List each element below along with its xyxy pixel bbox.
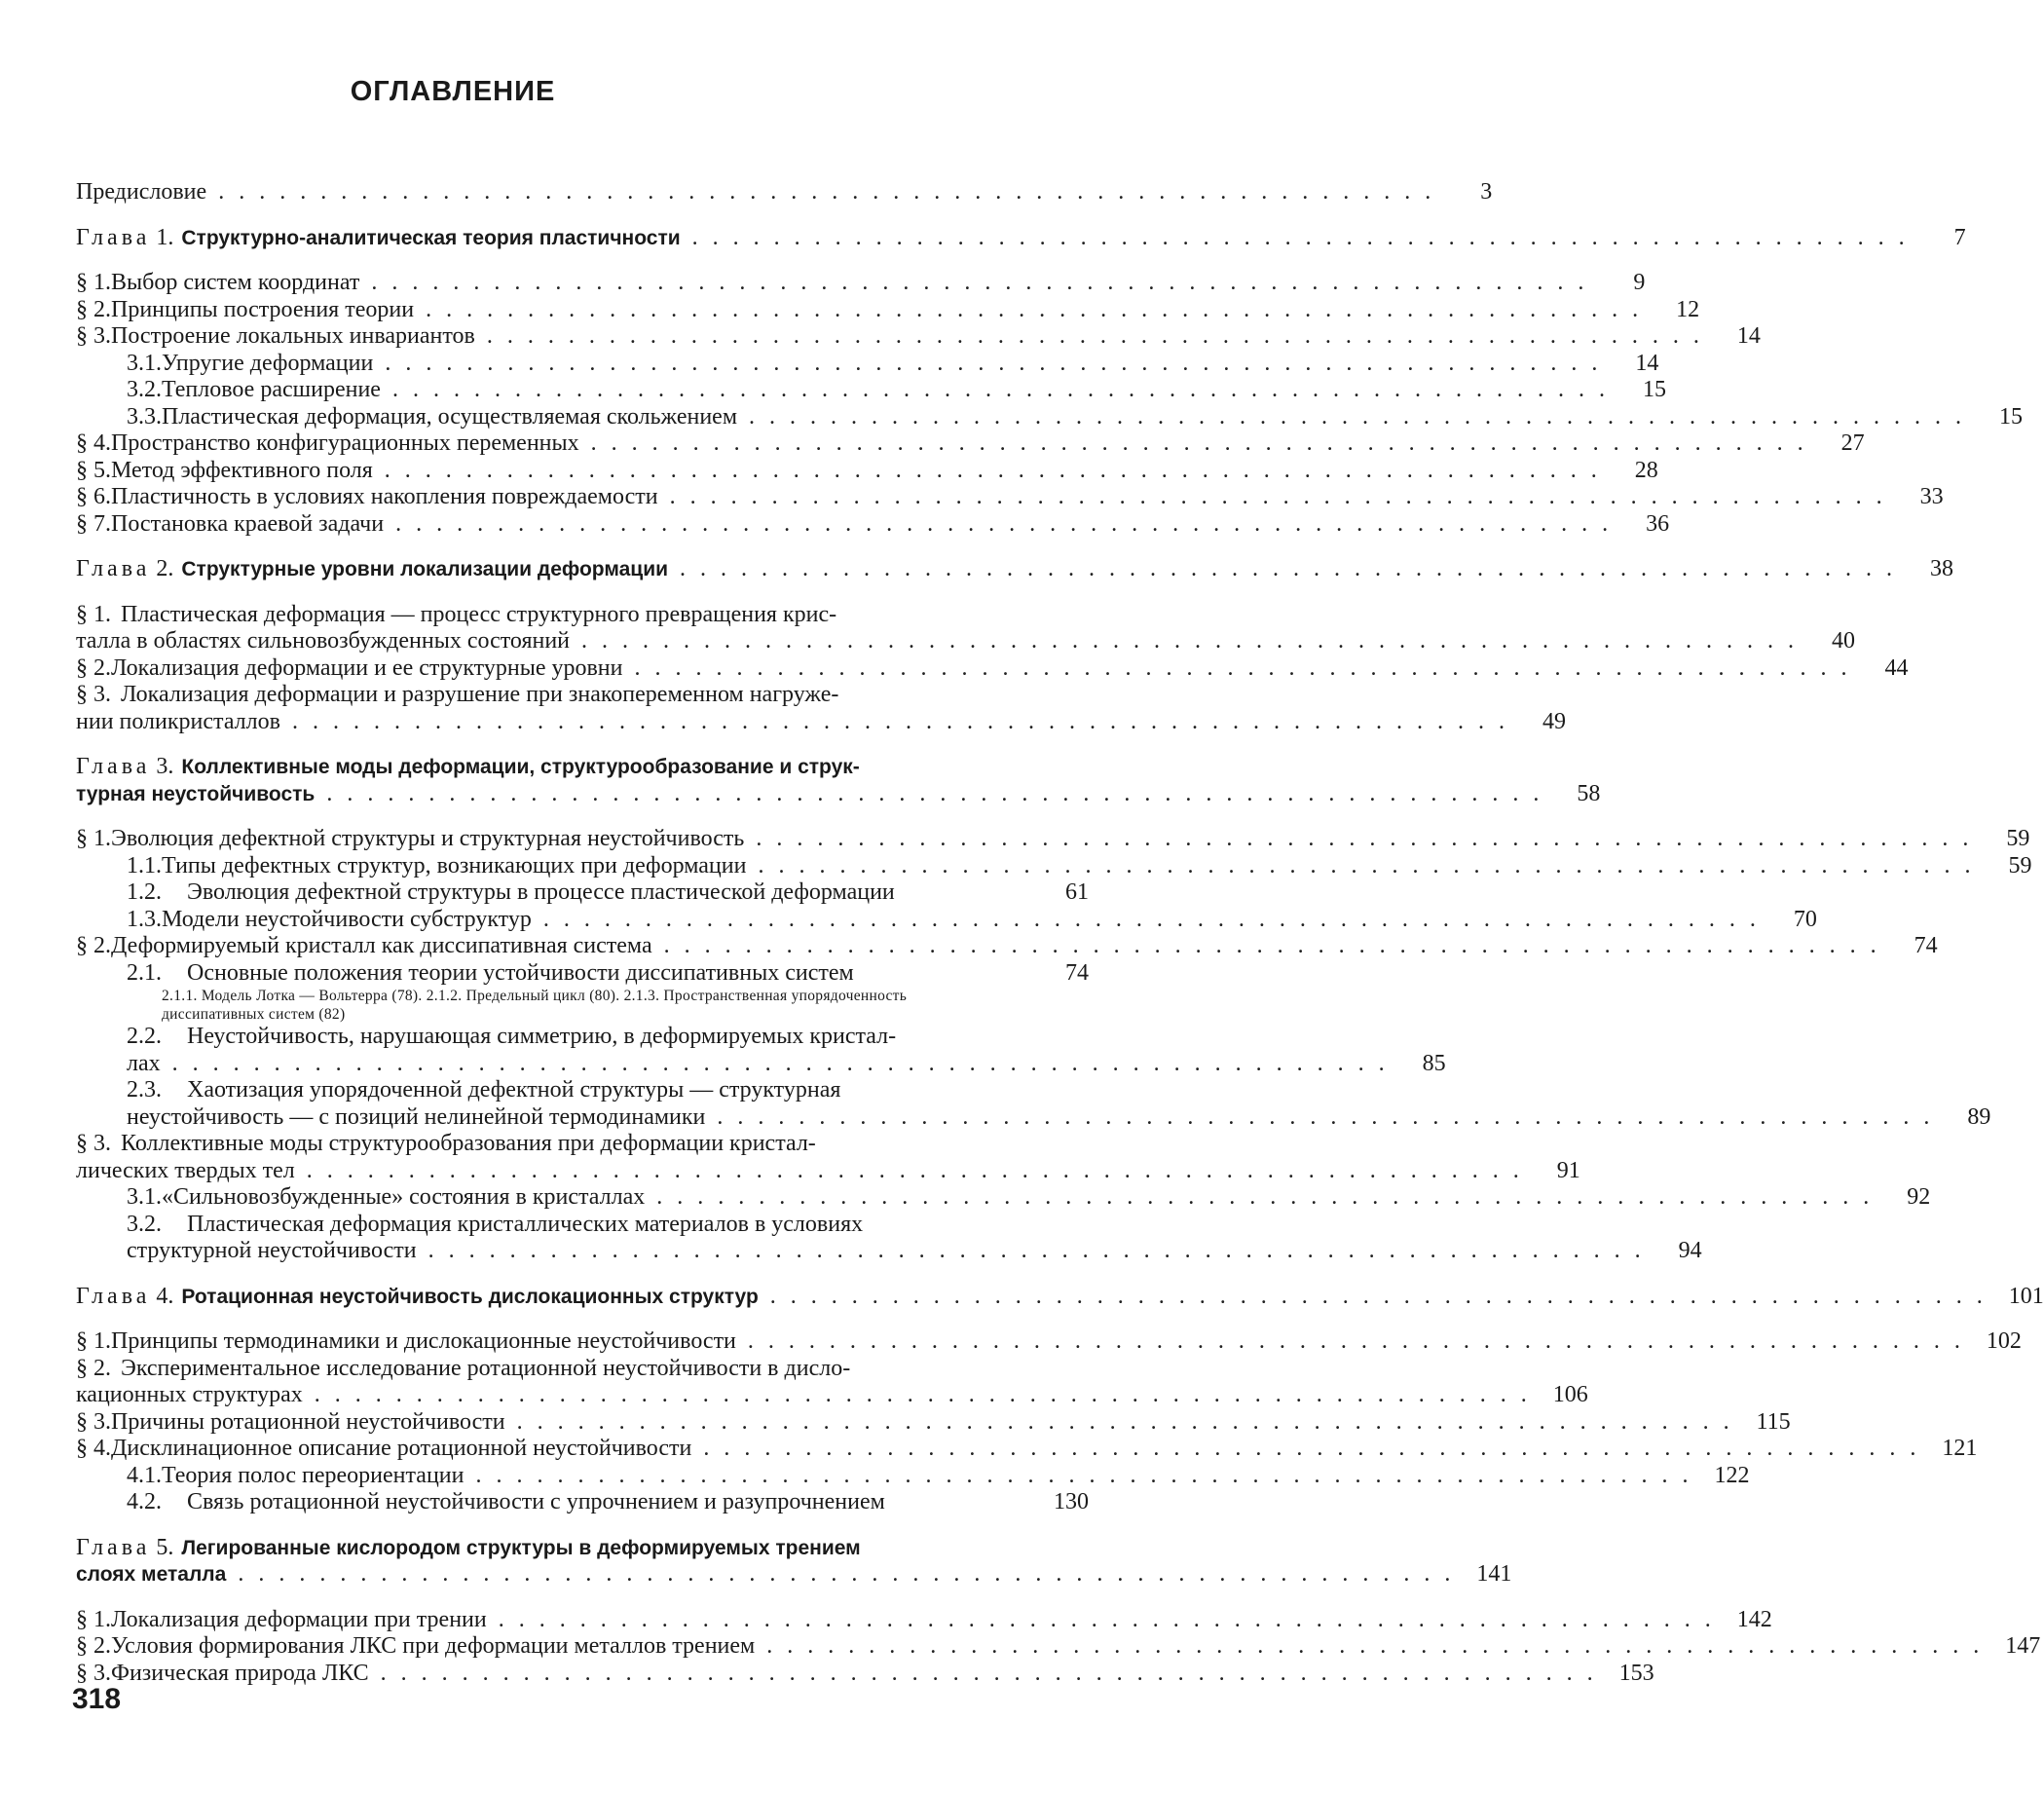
toc-entry-number: 3.1. (127, 350, 162, 376)
toc-section (76, 1408, 1791, 1437)
toc-section (76, 601, 1856, 655)
toc-entry-number: § 2. (76, 933, 111, 958)
toc-entry-title: Предисловие (76, 179, 207, 205)
toc-entry-number: § 6. (76, 484, 111, 509)
dot-leader: ............................................................ (314, 1382, 1542, 1407)
toc-page-number: 49 (1542, 708, 1566, 734)
toc-page-number: 94 (1678, 1238, 1702, 1263)
dot-leader: ............................................................ (749, 403, 1976, 430)
dot-leader: ............................................................ (758, 852, 1986, 878)
toc-entry-number: 2.2. (127, 1024, 162, 1049)
toc-entry-title-continued: структурной неустойчивости (127, 1238, 417, 1263)
toc-subsection (76, 1024, 1446, 1077)
dot-leader: ............................................................ (171, 1050, 1399, 1076)
toc-page-number: 74 (1065, 959, 1089, 986)
dot-leader: ............................................................ (380, 1660, 1608, 1686)
toc-entry-title: Локализация деформации при трении (111, 1606, 487, 1632)
chapter-number: 2. (156, 556, 174, 581)
toc-entry-title: Деформируемый кристалл как диссипативная система (111, 933, 652, 958)
dot-leader: ............................................................ (680, 556, 1908, 581)
toc-page-number: 12 (1676, 296, 1700, 322)
dot-leader: ............................................................ (326, 780, 1554, 806)
toc-page-number: 15 (1999, 403, 2023, 430)
toc-page-number: 147 (2005, 1633, 2041, 1659)
toc-page-number: 7 (1953, 224, 1966, 250)
toc-page-number: 14 (1736, 323, 1761, 349)
toc-entry-title: Коллективные моды деформации, структурообразование и струк- (181, 756, 860, 778)
chapter-number: 1. (156, 224, 174, 250)
toc-entry-title: Причины ротационной неустойчивости (111, 1408, 505, 1435)
toc-entry-title: Структурные уровни локализации деформации (181, 558, 669, 580)
toc-section (76, 484, 1944, 511)
toc-entry-title: Дисклинационное описание ротационной неустойчивости (111, 1436, 692, 1461)
toc-entry-number: § 4. (76, 430, 111, 456)
toc-section (76, 1355, 1588, 1409)
toc-page-number: 59 (2006, 826, 2030, 851)
toc-page-number: 122 (1714, 1462, 1750, 1488)
toc-section (76, 1633, 2041, 1661)
toc-entry-number: 1.2. (127, 879, 162, 905)
toc-entry-number: § 3. (76, 682, 111, 707)
dot-leader: ............................................................ (581, 628, 1809, 654)
toc-page-number: 40 (1832, 628, 1856, 654)
dot-leader: ............................................................ (384, 457, 1612, 483)
toc-entry-number: 3.2. (127, 377, 162, 402)
toc-section (76, 1436, 1978, 1463)
toc-section (76, 270, 1646, 297)
page-number: 318 (72, 1683, 122, 1715)
toc-entry-title: Принципы построения теории (111, 296, 415, 322)
toc-subsection (76, 1462, 1750, 1490)
toc-entry-title: Пластичность в условиях накопления повреждаемости (111, 484, 658, 509)
dot-leader: ............................................................ (717, 1103, 1945, 1130)
table-of-contents (76, 179, 2044, 1687)
toc-subsection (76, 906, 1817, 934)
toc-chapter (76, 556, 1954, 583)
toc-entry-title: Легированные кислородом структуры в деформируемых трением (181, 1536, 861, 1559)
toc-entry-number: 4.1. (127, 1462, 162, 1488)
toc-subsection (76, 377, 1666, 404)
toc-chapter (76, 224, 1966, 252)
toc-section (76, 682, 1566, 735)
toc-subsection (76, 1077, 1991, 1131)
dot-leader: ............................................................ (426, 296, 1654, 322)
toc-page-number: 61 (1065, 879, 1089, 905)
toc-entry-number: § 3. (76, 1408, 111, 1435)
toc-entry-title: Коллективные моды структурообразования при деформации кристал- (121, 1131, 816, 1156)
toc-entry-title: Модели неустойчивости субструктур (162, 906, 532, 932)
toc-section (76, 826, 2030, 853)
toc-entry-title: Хаотизация упорядоченной дефектной структуры — структурная (187, 1077, 841, 1103)
toc-entry-number: § 1. (76, 826, 111, 851)
toc-entry-title-continued: слоях металла (76, 1563, 227, 1586)
dot-leader: ............................................................ (306, 1157, 1534, 1183)
toc-section (76, 933, 1938, 960)
dot-leader: ............................................................ (634, 654, 1862, 681)
toc-entry-title: Метод эффективного поля (111, 457, 373, 483)
toc-entry-number: § 3. (76, 323, 111, 349)
dot-leader: ............................................................ (238, 1561, 1466, 1587)
toc-entry-number: 2.1. (127, 959, 162, 986)
chapter-word: Глава (76, 1534, 151, 1560)
chapter-number: 4. (156, 1283, 174, 1309)
toc-entry-title: Эволюция дефектной структуры в процессе пластической деформации (187, 879, 895, 905)
page-title: ОГЛАВЛЕНИЕ (350, 76, 556, 107)
toc-entry-number: 1.1. (127, 852, 162, 878)
toc-entry-title-continued: талла в областях сильновозбужденных состояний (76, 628, 571, 654)
toc-entry-title: Выбор систем координат (111, 270, 360, 295)
toc-entry-title: Принципы термодинамики и дислокационные неустойчивости (111, 1328, 736, 1354)
toc-page-number: 74 (1914, 933, 1938, 958)
chapter-word: Глава (76, 1283, 151, 1309)
chapter-number: 5. (156, 1534, 174, 1560)
toc-page-number: 85 (1422, 1050, 1446, 1076)
dot-leader: ............................................................ (766, 1633, 1994, 1659)
toc-entry-title: Локализация деформации и разрушение при знакопеременном нагруже- (121, 682, 839, 707)
toc-page-number: 38 (1930, 556, 1954, 581)
toc-chapter (76, 754, 1601, 807)
toc-entry-title-continued: кационных структурах (76, 1382, 303, 1407)
toc-entry-title-continued: лах (127, 1050, 161, 1076)
toc-page-number: 102 (1986, 1328, 2022, 1354)
dot-leader: ............................................................ (669, 484, 1897, 509)
toc-subsection (76, 1184, 1931, 1212)
toc-page-number: 58 (1577, 780, 1601, 806)
toc-entry-title-continued: турная неустойчивость (76, 782, 316, 805)
dot-leader: ............................................................ (756, 826, 1984, 851)
toc-page-number: 89 (1967, 1103, 1991, 1130)
toc-subsection (76, 960, 1089, 988)
toc-entry-title: Пластическая деформация — процесс структурного превращения крис- (121, 601, 837, 627)
toc-page-number: 9 (1633, 270, 1646, 295)
toc-page-number: 153 (1618, 1660, 1654, 1686)
toc-entry-title: Пространство конфигурационных переменных (111, 430, 579, 456)
dot-leader: ............................................................ (542, 906, 1770, 932)
toc-entry-title: Экспериментальное исследование ротационной неустойчивости в дисло- (121, 1355, 851, 1381)
toc-entry-number: § 1. (76, 601, 111, 627)
toc-entry-title: Упругие деформации (162, 350, 374, 376)
dot-leader: ............................................................ (747, 1328, 1975, 1354)
toc-section (76, 323, 1761, 351)
toc-page-number: 92 (1907, 1184, 1931, 1210)
toc-entry-number: 1.3. (127, 906, 162, 932)
toc-entry (76, 179, 1493, 206)
dot-leader: ............................................................ (391, 377, 1619, 402)
toc-section (76, 654, 1909, 683)
toc-entry-number: § 2. (76, 654, 111, 681)
dot-leader: ............................................................ (475, 1462, 1703, 1488)
toc-page-number: 115 (1756, 1408, 1791, 1435)
toc-section (76, 1660, 1654, 1688)
toc-section (76, 1131, 1580, 1184)
toc-entry-number: 3.3. (127, 403, 162, 430)
toc-subsection (76, 350, 1659, 378)
toc-page-number: 27 (1840, 430, 1865, 456)
toc-entry-title: Локализация деформации и ее структурные уровни (111, 654, 623, 681)
toc-entry-number: § 1. (76, 270, 111, 295)
toc-entry-number: § 2. (76, 1355, 111, 1381)
dot-leader: ............................................................ (486, 323, 1714, 349)
toc-subsection (76, 852, 2032, 880)
toc-entry-title-continued: лических твердых тел (76, 1157, 295, 1183)
toc-page-number: 130 (1054, 1489, 1089, 1514)
toc-entry-number: § 2. (76, 1633, 111, 1659)
chapter-word: Глава (76, 556, 151, 581)
toc-section (76, 430, 1865, 458)
dot-leader: ............................................................ (218, 179, 1446, 205)
toc-page-number: 28 (1634, 457, 1658, 483)
toc-entry-number: 3.2. (127, 1211, 162, 1237)
toc-section (76, 510, 1670, 539)
toc-section (76, 296, 1700, 324)
toc-page-number: 14 (1635, 350, 1659, 376)
dot-leader: ............................................................ (516, 1408, 1744, 1435)
toc-entry-title: Пластическая деформация кристаллических материалов в условиях (187, 1211, 864, 1237)
toc-section (76, 1328, 2022, 1356)
toc-page-number: 91 (1556, 1157, 1580, 1183)
toc-entry-title: Условия формирования ЛКС при деформации металлов трением (111, 1633, 756, 1659)
toc-subsection (76, 403, 2023, 431)
dot-leader: ............................................................ (656, 1184, 1884, 1210)
toc-entry-title: Ротационная неустойчивость дислокационных структур (181, 1285, 759, 1308)
toc-page-number: 141 (1476, 1561, 1512, 1587)
chapter-word: Глава (76, 224, 151, 250)
dot-leader: ............................................................ (371, 270, 1599, 295)
toc-entry-number: § 1. (76, 1606, 111, 1632)
toc-subsection (76, 1489, 1089, 1516)
toc-page-number: 101 (2008, 1283, 2044, 1309)
toc-entry-title: Тепловое расширение (162, 377, 381, 402)
toc-subsection (76, 1211, 1702, 1265)
toc-page-number: 70 (1793, 906, 1817, 932)
toc-page-number: 59 (2008, 852, 2032, 878)
toc-entry-number: 4.2. (127, 1489, 162, 1514)
dot-leader: ............................................................ (427, 1238, 1655, 1263)
toc-page-number: 33 (1919, 484, 1944, 509)
toc-section (76, 457, 1658, 485)
toc-subsection (76, 879, 1089, 907)
dot-leader: ............................................................ (703, 1436, 1931, 1461)
toc-entry-title: Связь ротационной неустойчивости с упрочнением и разупрочнением (187, 1489, 885, 1514)
dot-leader: ............................................................ (395, 510, 1623, 537)
toc-chapter (76, 1283, 2044, 1311)
toc-page-number: 142 (1736, 1606, 1772, 1632)
dot-leader: ............................................................ (291, 708, 1519, 734)
toc-entry-title: «Сильновозбужденные» состояния в кристаллах (162, 1184, 646, 1210)
toc-page-number: 44 (1884, 654, 1909, 681)
toc-section (76, 1606, 1772, 1634)
toc-entry-title: Структурно-аналитическая теория пластичности (181, 226, 681, 249)
toc-page-number: 15 (1642, 377, 1666, 402)
toc-entry-title-continued: нии поликристаллов (76, 708, 280, 734)
dot-leader: ............................................................ (691, 224, 1919, 250)
toc-entry-number: § 4. (76, 1436, 111, 1461)
toc-page-number: 36 (1646, 510, 1670, 537)
chapter-number: 3. (156, 754, 174, 779)
dot-leader: ............................................................ (769, 1283, 1997, 1309)
toc-entry-title: Типы дефектных структур, возникающих при деформации (162, 852, 747, 878)
toc-entry-title: Неустойчивость, нарушающая симметрию, в деформируемых кристал- (187, 1024, 897, 1049)
toc-entry-number: § 2. (76, 296, 111, 322)
chapter-word: Глава (76, 754, 151, 779)
toc-chapter (76, 1534, 1512, 1588)
dot-leader: ............................................................ (663, 933, 1891, 958)
toc-entry-number: § 1. (76, 1328, 111, 1354)
toc-entry-title: Пластическая деформация, осуществляемая скольжением (162, 403, 737, 430)
toc-entry-number: § 3. (76, 1131, 111, 1156)
toc-page-number: 121 (1942, 1436, 1978, 1461)
toc-entry-title: Теория полос переориентации (162, 1462, 465, 1488)
toc-entry-title: Эволюция дефектной структуры и структурная неустойчивость (111, 826, 745, 851)
toc-entry-title: Физическая природа ЛКС (111, 1660, 369, 1686)
toc-entry-title: Построение локальных инвариантов (111, 323, 475, 349)
toc-page-number: 3 (1480, 179, 1493, 205)
toc-entry-number: 2.3. (127, 1077, 162, 1103)
toc-entry-title: Основные положения теории устойчивости диссипативных систем (187, 959, 854, 986)
dot-leader: ............................................................ (385, 350, 1613, 376)
toc-entry-number: § 7. (76, 510, 111, 537)
toc-note: 2.1.1. Модель Лотка — Вольтерра (78). 2.1.2. Предельный цикл (80). 2.1.3. Пространственная упорядоченность диссипативных систем (82) (162, 988, 908, 1023)
toc-page-number: 106 (1552, 1382, 1588, 1407)
dot-leader: ............................................................ (590, 430, 1818, 456)
toc-entry-title-continued: неустойчивость — с позиций нелинейной термодинамики (127, 1103, 706, 1130)
toc-entry-number: § 5. (76, 457, 111, 483)
dot-leader: ............................................................ (498, 1606, 1726, 1632)
toc-entry-title: Постановка краевой задачи (111, 510, 385, 537)
toc-entry-number: § 3. (76, 1660, 111, 1686)
toc-entry-number: 3.1. (127, 1184, 162, 1210)
